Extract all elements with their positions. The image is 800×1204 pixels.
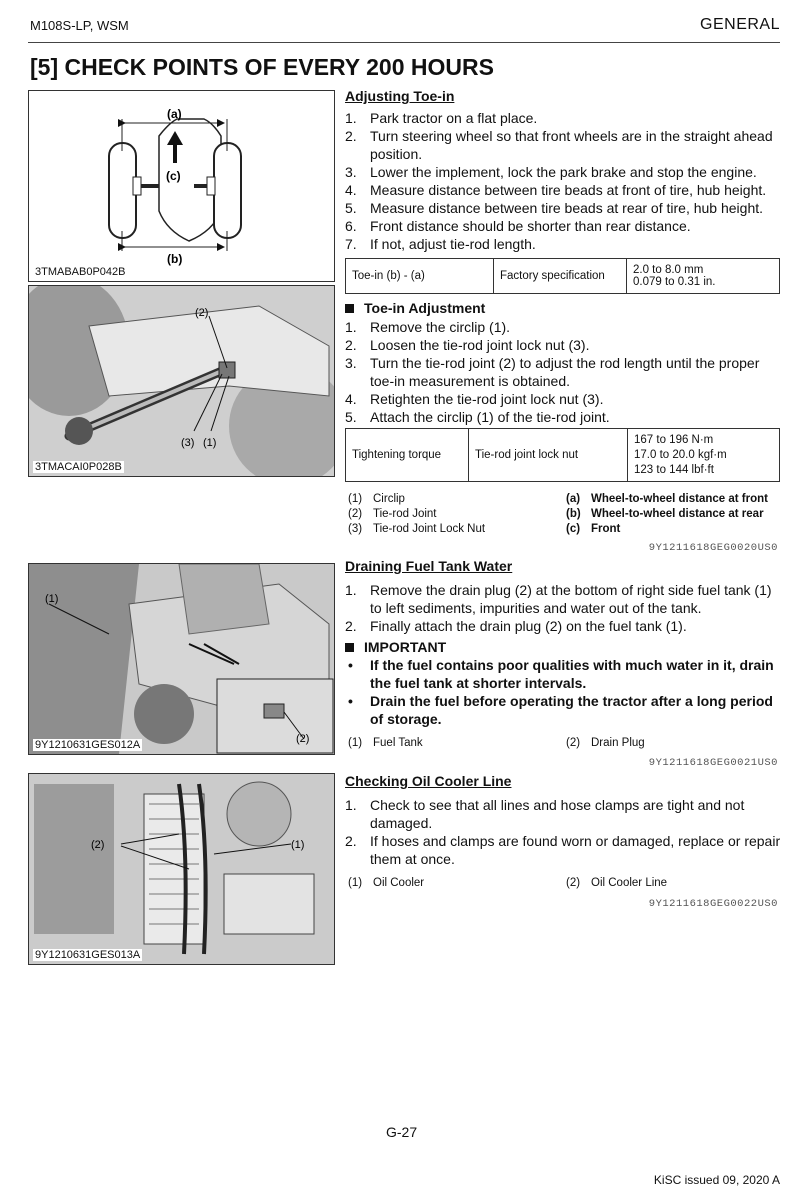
oil-legend (348, 876, 424, 891)
fuel-tank-drawing (29, 564, 334, 754)
legend-item: (c) Front (566, 523, 621, 535)
legend-item: (b) Wheel-to-wheel distance at rear (566, 508, 764, 520)
oil-cooler-photo (28, 773, 335, 965)
list-item: 1. Park tractor on a flat place. (345, 110, 538, 126)
important-bullets (348, 656, 781, 728)
legend-item: (2) Tie-rod Joint (348, 508, 437, 520)
header-divider (28, 42, 780, 43)
legend-item: (2) Drain Plug (566, 737, 645, 749)
legend-item: (a) Wheel-to-wheel distance at front (566, 493, 768, 505)
fuel-legend (348, 736, 423, 751)
fuel-steps (345, 581, 781, 635)
toe-in-heading: Adjusting Toe-in (345, 88, 455, 104)
toe-in-spec-table (345, 258, 780, 294)
doc-id: 9Y1211618GEG0020US0 (648, 542, 778, 554)
spec-item: Toe-in (b) - (a) (346, 259, 494, 294)
square-bullet-icon (345, 643, 354, 652)
legend-item: (1) Fuel Tank (348, 737, 423, 749)
list-item: 2. Loosen the tie-rod joint lock nut (3). (345, 337, 590, 353)
figure-code: 3TMACAI0P028B (35, 461, 122, 473)
toe-in-steps (345, 109, 781, 253)
list-item: 4. Retighten the tie-rod joint lock nut (3). (345, 391, 604, 407)
torque-label: Tightening torque (346, 429, 469, 482)
list-item: 1. Remove the circlip (1). (345, 319, 511, 335)
list-item: 1. Remove the drain plug (2) at the bottom of right side fuel tank (1) to left sediments, impurities and water out of the tank. (345, 582, 772, 616)
list-item: • Drain the fuel before operating the tractor after a long period of storage. (348, 693, 773, 727)
list-item: 1. Check to see that all lines and hose clamps are tight and not damaged. (345, 797, 745, 831)
figure-code: 9Y1210631GES013A (35, 949, 141, 961)
label-1: (1) (45, 593, 59, 605)
legend-item: (2) Oil Cooler Line (566, 877, 668, 889)
section-name: GENERAL (700, 16, 780, 33)
toe-in-drawing (29, 91, 334, 281)
list-item: 2. Turn steering wheel so that front wheels are in the straight ahead position. (345, 128, 773, 162)
legend-item: (1) Oil Cooler (348, 877, 425, 889)
list-item: 4. Measure distance between tire beads at front of tire, hub height. (345, 182, 767, 198)
label-2: (2) (91, 839, 105, 851)
label-3: (3) (181, 437, 195, 449)
label-1: (1) (291, 839, 305, 851)
oil-cooler-drawing (29, 774, 334, 964)
spec-value: 2.0 to 8.0 mm 0.079 to 0.31 in. (627, 259, 780, 294)
toe-in-legend-right (566, 492, 768, 537)
list-item: 3. Lower the implement, lock the park brake and stop the engine. (345, 164, 757, 180)
toe-in-legend-left (348, 492, 485, 537)
label-2: (2) (296, 733, 310, 745)
doc-id: 9Y1211618GEG0021US0 (648, 757, 778, 769)
fuel-legend-right (566, 736, 645, 751)
page-number: G-27 (386, 1124, 418, 1140)
list-item: 2. If hoses and clamps are found worn or damaged, replace or repair them at once. (345, 833, 781, 867)
torque-part: Tie-rod joint lock nut (469, 429, 628, 482)
figure-code: 9Y1210631GES012A (35, 739, 141, 751)
tie-rod-photo (28, 285, 335, 477)
list-item: 3. Turn the tie-rod joint (2) to adjust the rod length until the proper toe-in measurement is obtained. (345, 355, 760, 389)
oil-legend-right (566, 876, 667, 891)
label-b: (b) (167, 252, 183, 266)
manual-model: M108S-LP, WSM (30, 18, 129, 33)
square-bullet-icon (345, 304, 354, 313)
page-title: [5] CHECK POINTS OF EVERY 200 HOURS (30, 54, 494, 80)
doc-id: 9Y1211618GEG0022US0 (648, 898, 778, 910)
list-item: • If the fuel contains poor qualities with much water in it, drain the fuel tank at shorter intervals. (348, 657, 774, 691)
label-a: (a) (167, 107, 182, 121)
list-item: 7. If not, adjust tie-rod length. (345, 236, 536, 252)
label-2: (2) (195, 307, 209, 319)
important-heading: IMPORTANT (345, 639, 446, 655)
label-1: (1) (203, 437, 217, 449)
toe-in-diagram (28, 90, 335, 282)
legend-item: (3) Tie-rod Joint Lock Nut (348, 523, 486, 535)
figure-code: 3TMABAB0P042B (35, 266, 126, 278)
issue-info: KiSC issued 09, 2020 A (653, 1173, 780, 1187)
torque-value: 167 to 196 N·m 17.0 to 20.0 kgf·m 123 to 144 lbf·ft (628, 429, 780, 482)
tie-rod-drawing (29, 286, 334, 476)
legend-item: (1) Circlip (348, 493, 405, 505)
fuel-tank-photo (28, 563, 335, 755)
fuel-heading: Draining Fuel Tank Water (345, 558, 513, 574)
torque-table (345, 428, 780, 482)
toe-in-adjustment-heading: Toe-in Adjustment (345, 300, 485, 316)
list-item: 5. Measure distance between tire beads at rear of tire, hub height. (345, 200, 764, 216)
oil-steps (345, 796, 781, 868)
toe-in-adjustment-steps (345, 318, 781, 426)
label-c: (c) (166, 169, 181, 183)
list-item: 5. Attach the circlip (1) of the tie-rod joint. (345, 409, 610, 425)
spec-label: Factory specification (494, 259, 627, 294)
list-item: 2. Finally attach the drain plug (2) on the fuel tank (1). (345, 618, 687, 634)
list-item: 6. Front distance should be shorter than rear distance. (345, 218, 691, 234)
oil-heading: Checking Oil Cooler Line (345, 773, 512, 789)
